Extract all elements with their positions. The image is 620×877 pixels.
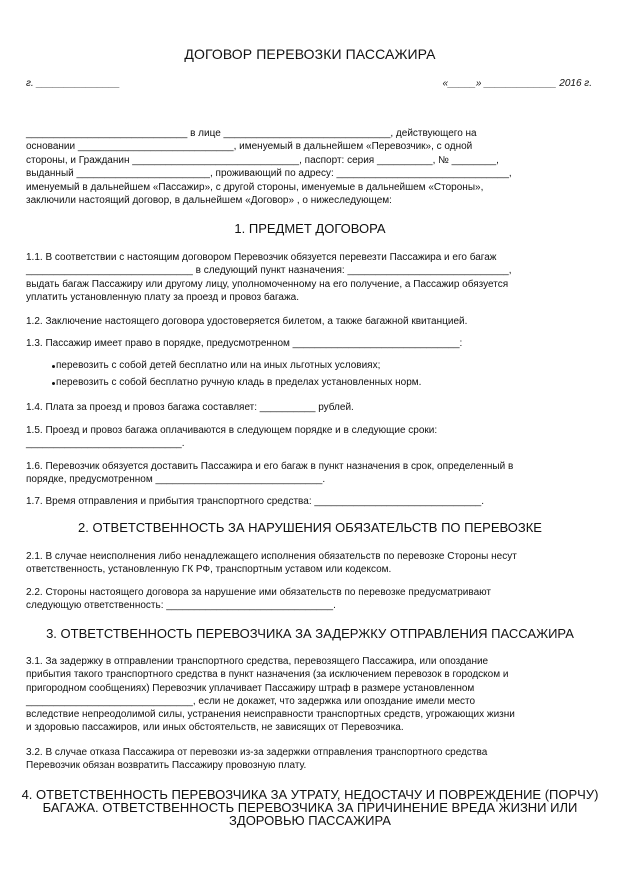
clause-1-6: 1.6. Перевозчик обязуется доставить Пассажира и его багаж в пункт назначения в срок, определенный в порядке, предусмотренном ______________________________. [26, 461, 514, 486]
preamble-line: именуемый в дальнейшем «Пассажир», с другой стороны, именуемые в дальнейшем «Стороны», [26, 182, 484, 193]
bullet-icon [52, 365, 55, 368]
clause-1-3: 1.3. Пассажир имеет право в порядке, предусмотренном ______________________________: [26, 338, 463, 349]
section-2-heading: 2. ОТВЕТСТВЕННОСТЬ ЗА НАРУШЕНИЯ ОБЯЗАТЕЛЬСТВ ПО ПЕРЕВОЗКЕ [78, 520, 542, 535]
section-4-heading: 4. ОТВЕТСТВЕННОСТЬ ПЕРЕВОЗЧИКА ЗА УТРАТУ, НЕДОСТАЧУ И ПОВРЕЖДЕНИЕ (ПОРЧУ) БАГАЖА. ОТВЕТСТВЕННОСТЬ ПЕРЕВОЗЧИКА ЗА ПРИЧИНЕНИЕ ВРЕДА ЖИЗНИ ИЛИ ЗДОРОВЬЮ ПАССАЖИРА [21, 787, 599, 828]
section-3-heading: 3. ОТВЕТСТВЕННОСТЬ ПЕРЕВОЗЧИКА ЗА ЗАДЕРЖКУ ОТПРАВЛЕНИЯ ПАССАЖИРА [46, 626, 574, 641]
preamble-line: _____________________________ в лице ______________________________, действующего на [26, 128, 477, 139]
clause-1-7: 1.7. Время отправления и прибытия транспортного средства: ______________________________. [26, 496, 484, 507]
list-item: перевозить с собой бесплатно ручную кладь в пределах установленных норм. [56, 377, 422, 388]
section-1-heading: 1. ПРЕДМЕТ ДОГОВОРА [234, 221, 386, 236]
preamble-line: основании ____________________________, именуемый в дальнейшем «Перевозчик», с одной [26, 141, 473, 152]
clause-2-1: 2.1. В случае неисполнения либо ненадлежащего исполнения обязательств по перевозке Стороны несут ответственность, установленную ГК РФ, транспортным уставом или кодексом. [26, 551, 517, 576]
clause-1-1: 1.1. В соответствии с настоящим договором Перевозчик обязуется перевезти Пассажира и его багаж ______________________________ в следующий пункт назначения: _____________________________, выдать багаж Пассажиру или другому лицу, уполномоченному на его получение, а Пассажир обязуется уплатить установленную плату за проезд и провоз багажа. [26, 252, 512, 303]
document-title: ДОГОВОР ПЕРЕВОЗКИ ПАССАЖИРА [184, 46, 436, 62]
clause-1-4: 1.4. Плата за проезд и провоз багажа составляет: __________ рублей. [26, 402, 354, 413]
clause-2-2: 2.2. Стороны настоящего договора за нарушение ими обязательств по перевозке предусматривают следующую ответственность: ______________________________. [26, 587, 492, 612]
city-field: г. _______________ [26, 78, 120, 89]
preamble-line: выданный ________________________, проживающий по адресу: _______________________________, [26, 168, 512, 179]
clause-3-1: 3.1. За задержку в отправлении транспортного средства, перевозящего Пассажира, или опоздание прибытия такого транспортного средства в пункт назначения (за исключением перевозок в городском и пригородном сообщениях) Перевозчик уплачивает Пассажиру штраф в размере установленном ______________________________, если не докажет, что задержка или опоздание имели место вследствие непреодолимой силы, устранения неисправности транспортных средств, угрожающих жизни и здоровью пассажиров, или иных обстоятельств, не зависящих от Перевозчика. [26, 656, 515, 734]
list-item: перевозить с собой детей бесплатно или на иных льготных условиях; [56, 360, 381, 371]
preamble-line: стороны, и Гражданин ______________________________, паспорт: серия __________, № ________, [26, 155, 499, 166]
date-field: «_____» _____________ 2016 г. [442, 78, 592, 89]
clause-1-5: 1.5. Проезд и провоз багажа оплачиваются в следующем порядке и в следующие сроки: ____________________________. [26, 425, 438, 450]
clause-1-2: 1.2. Заключение настоящего договора удостоверяется билетом, а также багажной квитанцией. [26, 316, 468, 327]
bullet-icon [52, 382, 55, 385]
preamble-line: заключили настоящий договор, в дальнейшем «Договор» , о нижеследующем: [26, 195, 392, 206]
clause-3-2: 3.2. В случае отказа Пассажира от перевозки из-за задержки отправления транспортного средства Перевозчик обязан возвратить Пассажиру провозную плату. [26, 747, 488, 772]
